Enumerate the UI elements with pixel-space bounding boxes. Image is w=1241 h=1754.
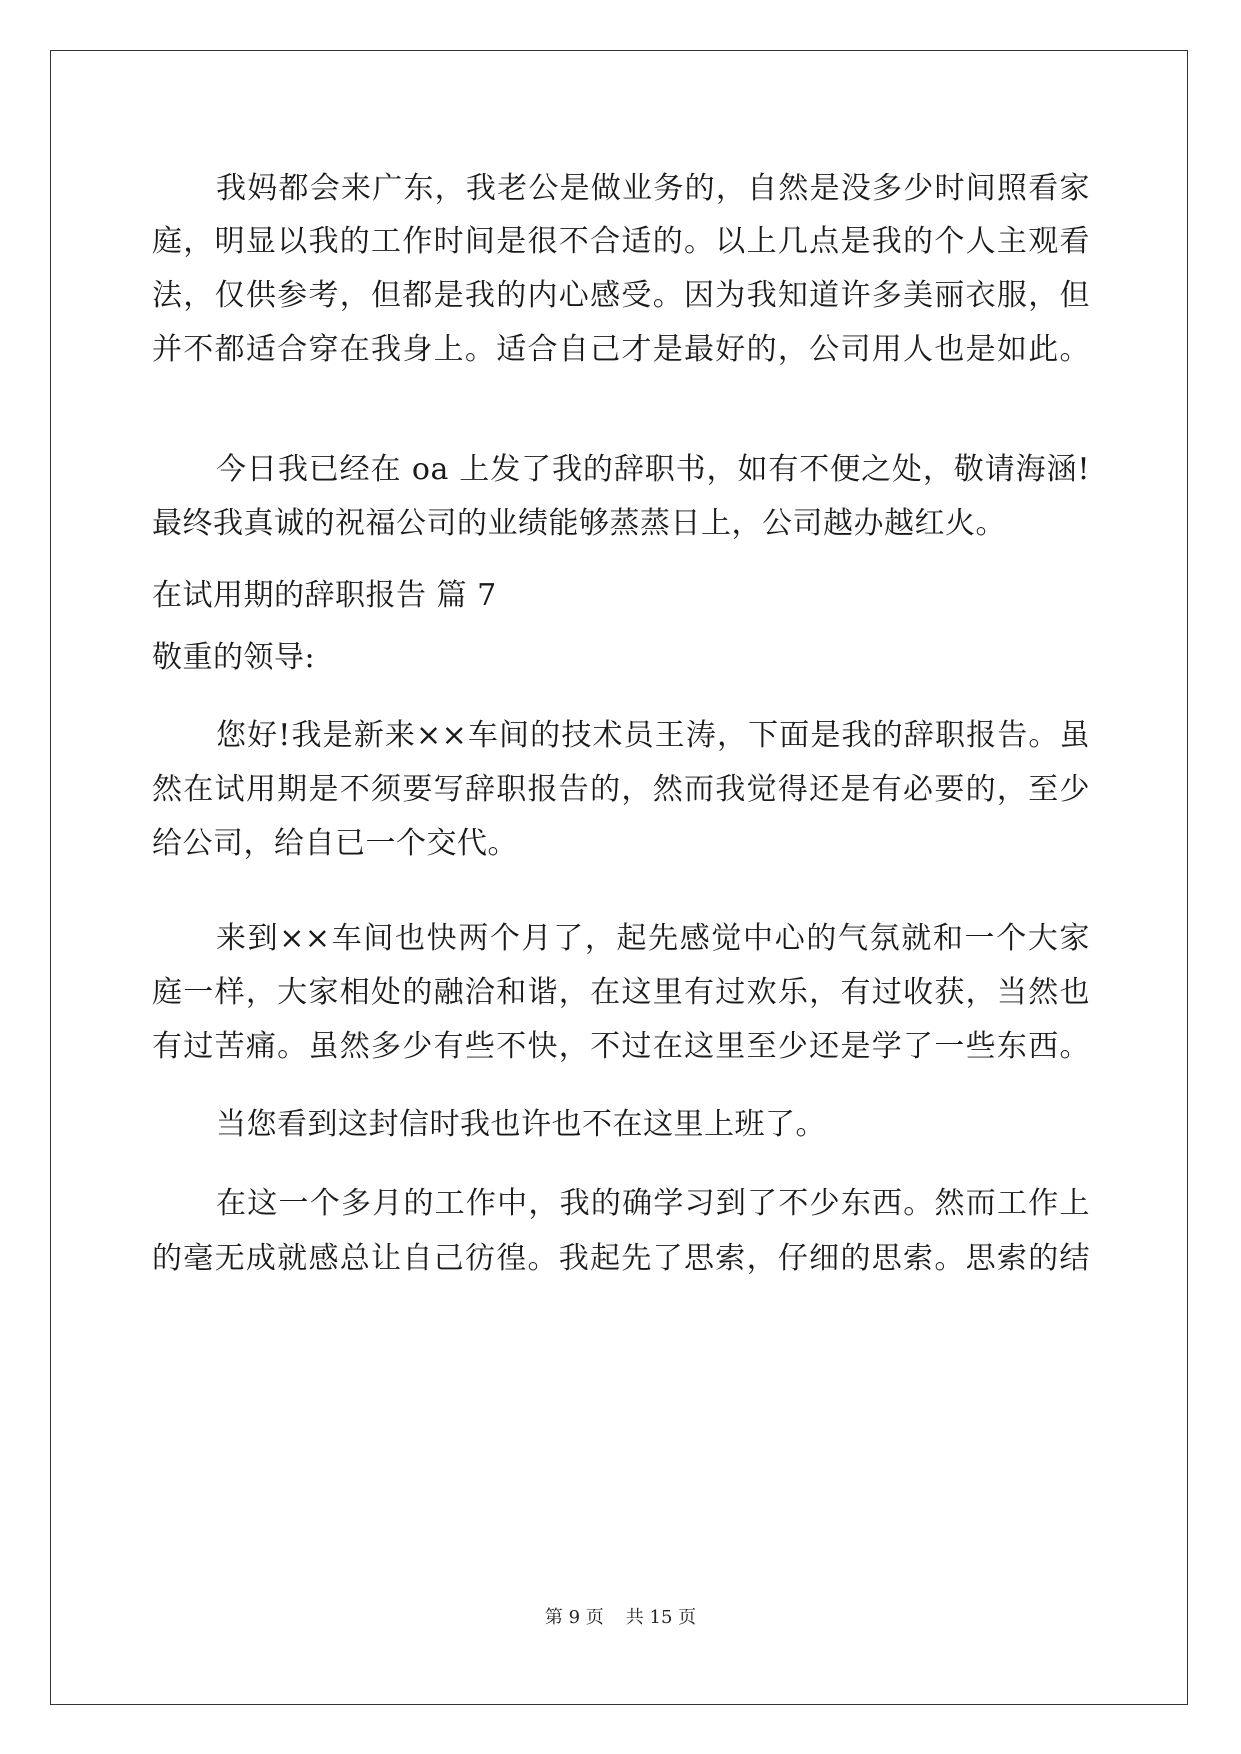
salutation: 敬重的领导: xyxy=(152,640,316,675)
page-number-total: 共 15 页 xyxy=(625,1607,697,1628)
text-line: 然在试用期是不须要写辞职报告的，然而我觉得还是有必要的，至少 xyxy=(152,772,1090,807)
page-number-current: 第 9 页 xyxy=(544,1607,604,1628)
text-line: 最终我真诚的祝福公司的业绩能够蒸蒸日上，公司越办越红火。 xyxy=(152,506,1006,541)
text-line: 有过苦痛。虽然多少有些不快，不过在这里至少还是学了一些东西。 xyxy=(152,1029,1090,1064)
text-line: 法，仅供参考，但都是我的内心感受。因为我知道许多美丽衣服，但 xyxy=(152,278,1090,313)
section-heading: 在试用期的辞职报告 篇 7 xyxy=(152,578,497,613)
text-line: 在这一个多月的工作中，我的确学习到了不少东西。然而工作上 xyxy=(216,1186,1090,1221)
text-line: 给公司，给自已一个交代。 xyxy=(152,826,518,861)
text-line: 您好!我是新来××车间的技术员王涛，下面是我的辞职报告。虽 xyxy=(216,718,1090,753)
page-footer xyxy=(0,1603,1241,1633)
text-line: 庭一样，大家相处的融洽和谐，在这里有过欢乐，有过收获，当然也 xyxy=(152,975,1090,1010)
text-line: 的毫无成就感总让自己彷徨。我起先了思索，仔细的思索。思索的结 xyxy=(152,1241,1090,1276)
text-line: 当您看到这封信时我也许也不在这里上班了。 xyxy=(216,1107,826,1142)
text-line: 我妈都会来广东，我老公是做业务的，自然是没多少时间照看家 xyxy=(216,171,1090,206)
text-line: 今日我已经在 oa 上发了我的辞职书，如有不便之处，敬请海涵! xyxy=(216,452,1090,487)
text-line: 并不都适合穿在我身上。适合自己才是最好的，公司用人也是如此。 xyxy=(152,332,1090,367)
text-line: 来到××车间也快两个月了，起先感觉中心的气氛就和一个大家 xyxy=(216,921,1090,956)
text-line: 庭，明显以我的工作时间是很不合适的。以上几点是我的个人主观看 xyxy=(152,224,1090,259)
